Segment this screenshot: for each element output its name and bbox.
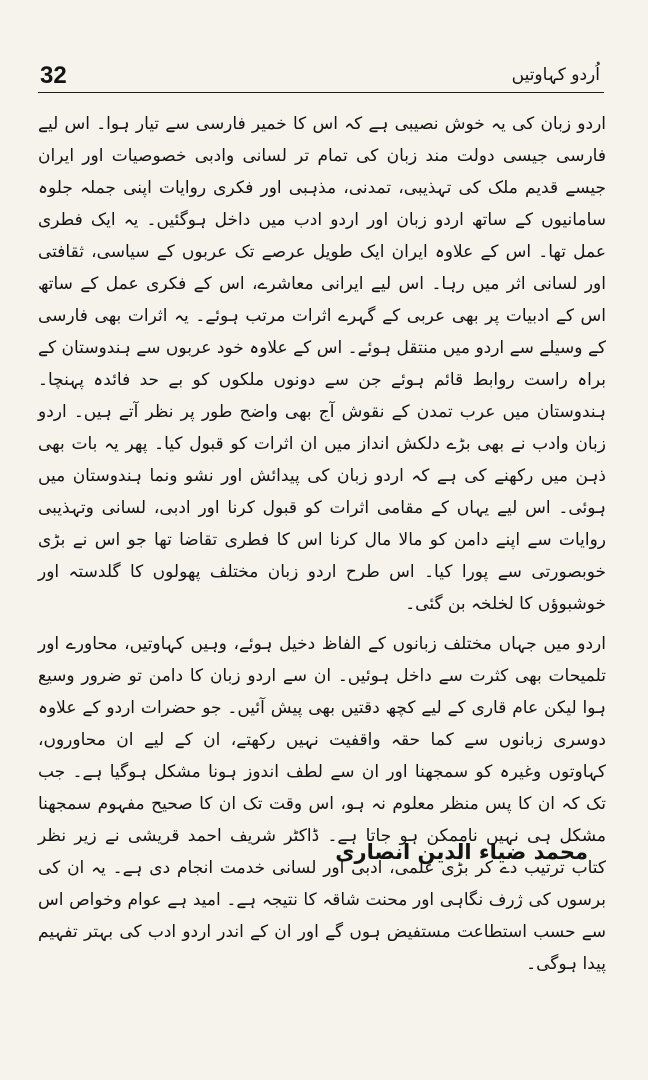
paragraph-1: اردو زبان کی یہ خوش نصیبی ہے کہ اس کا خمیر فارسی سے تیار ہوا۔ اس لیے فارسی جیسی دولت مند زبان کی تمام تر لسانی وادبی خصوصیات اور ایران جیسے قدیم ملک کی تہذیبی، تمدنی، مذہبی اور فکری روایات اپنی جملہ جلوہ سامانیوں کے ساتھ اردو زبان اور اردو ادب میں داخل ہوگئیں۔ یہ ایک فطری عمل تھا۔ اس کے علاوہ ایران ایک طویل عرصے تک عربوں کے سیاسی، ثقافتی اور لسانی اثر میں رہا۔ اس لیے ایرانی معاشرے، اس کے فکری عمل کے ساتھ اس کے ادبیات پر بھی عربی کے گہرے اثرات مرتب ہوئے۔ یہ اثرات بھی فارسی کے وسیلے سے اردو میں منتقل ہوئے۔ اس کے علاوہ خود عربوں سے ہندوستان کے براہ راست روابط قائم ہوئے جن سے دونوں ملکوں کو بے حد فائدہ پہنچا۔ ہندوستان میں عرب تمدن کے نقوش آج بھی واضح طور پر نظر آتے ہیں۔ اردو زبان وادب نے بھی بڑے دلکش انداز میں ان اثرات کو قبول کیا۔ پھر یہ بات بھی ذہن میں رکھنے کی ہے کہ اردو زبان کی پیدائش اور نشو ونما ہندوستان میں ہوئی۔ اس لیے یہاں کے مقامی اثرات کو قبول کرنا اور ادبی، لسانی وتہذیبی روایات سے اپنے دامن کو مالا مال کرنا اس کا فطری تقاضا تھا جو اس نے بڑی خوبصورتی سے پورا کیا۔ اس طرح اردو زبان مختلف پھولوں کا گلدستہ اور خوشبوؤں کا لخلخہ بن گئی۔	[38, 114, 606, 614]
page-number: 32	[40, 62, 67, 89]
header-rule	[38, 92, 604, 93]
running-header-title: اُردو کہاوتیں	[511, 65, 600, 85]
paragraph-2: اردو میں جہاں مختلف زبانوں کے الفاظ دخیل ہوئے، وہیں کہاوتیں، محاورے اور تلمیحات بھی کثرت سے داخل ہوئیں۔ ان سے اردو زبان کا دامن تو ضرور وسیع ہوا لیکن عام قاری کے لیے کچھ دقتیں بھی پیش آئیں۔ جو حضرات اردو کے علاوہ دوسری زبانوں سے کما حقہ واقفیت نہیں رکھتے، ان کے لیے ان محاوروں، کہاوتوں وغیرہ کو سمجھنا اور ان سے لطف اندوز ہونا مشکل ہوگیا ہے۔ جب تک کہ ان کا پس منظر معلوم نہ ہو، اس وقت تک ان کا صحیح مفہوم سمجھنا مشکل ہی نہیں ناممکن ہو جاتا ہے۔ ڈاکٹر شریف احمد قریشی نے زیر نظر کتاب ترتیب دے کر بڑی علمی، ادبی اور لسانی خدمت انجام دی ہے۔ یہ ان کی برسوں کی ژرف نگاہی اور محنت شاقہ کا نتیجہ ہے۔ امید ہے عوام وخواص اس سے حسب استطاعت مستفیض ہوں گے اور ان کے اندر اردو ادب کی بہتر تفہیم پیدا ہوگی۔	[38, 634, 606, 974]
author-signature: محمد ضیاء الدین انصاری	[335, 840, 588, 864]
